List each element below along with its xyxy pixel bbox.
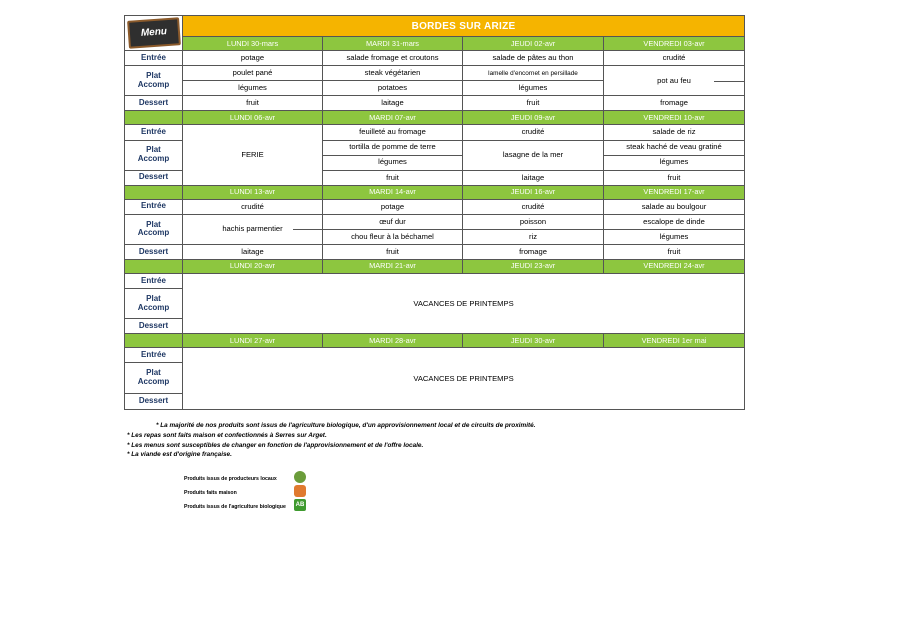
menu-cell: riz [463, 229, 604, 244]
week-corner [125, 111, 183, 125]
menu-cell: steak haché de veau gratiné [604, 140, 745, 155]
menu-cell: fruit [604, 244, 745, 259]
label-plat: Plat [146, 293, 161, 303]
menu-cell: légumes [323, 155, 463, 170]
menu-cell: laitage [183, 244, 323, 259]
menu-cell-merged [604, 66, 745, 96]
day-header: JEUDI 16-avr [463, 185, 604, 199]
row-label-plat-accomp [125, 363, 183, 393]
menu-cell: fruit [183, 96, 323, 111]
row-label-plat-accomp [125, 214, 183, 244]
menu-cell: crudité [604, 51, 745, 66]
menu-cell-text: pot au feu [657, 75, 691, 85]
partial-divider [714, 81, 744, 82]
footnote: * La viande est d'origine française. [127, 451, 232, 459]
label-plat: Plat [146, 70, 161, 80]
menu-cell: poulet pané [183, 66, 323, 81]
row-label-dessert: Dessert [125, 393, 183, 409]
label-accomp: Accomp [137, 79, 170, 89]
organic-ab-icon: AB [294, 499, 306, 511]
menu-table [124, 15, 745, 410]
day-header: LUNDI 06-avr [183, 111, 323, 125]
menu-cell: laitage [463, 170, 604, 185]
menu-cell-merged [183, 214, 323, 244]
legend-item [184, 476, 277, 482]
menu-chalkboard-icon: Menu [127, 17, 181, 49]
menu-cell: potage [183, 51, 323, 66]
day-header: VENDREDI 24-avr [604, 260, 745, 274]
menu-cell: crudité [183, 199, 323, 214]
day-header: LUNDI 20-avr [183, 260, 323, 274]
menu-cell: potatoes [323, 81, 463, 96]
menu-cell: escalope de dinde [604, 214, 745, 229]
menu-cell: légumes [463, 81, 604, 96]
partial-divider [293, 229, 322, 230]
day-header: VENDREDI 03-avr [604, 37, 745, 51]
row-label-plat-accomp [125, 289, 183, 319]
menu-cell-text: hachis parmentier [222, 224, 283, 234]
row-label-entree: Entrée [125, 199, 183, 214]
week-header [125, 260, 745, 274]
row-label-dessert: Dessert [125, 170, 183, 185]
day-header: JEUDI 23-avr [463, 260, 604, 274]
menu-logo [125, 16, 183, 51]
week-header [125, 111, 745, 125]
day-header: JEUDI 09-avr [463, 111, 604, 125]
menu-cell: fruit [323, 244, 463, 259]
label-accomp: Accomp [137, 302, 170, 312]
menu-cell: œuf dur [323, 214, 463, 229]
menu-cell: légumes [183, 81, 323, 96]
local-producer-icon [294, 471, 306, 483]
day-header: VENDREDI 1er mai [604, 334, 745, 348]
menu-cell: potage [323, 199, 463, 214]
day-header: VENDREDI 17-avr [604, 185, 745, 199]
menu-cell: steak végétarien [323, 66, 463, 81]
menu-cell: lamelle d'encornet en persillade [463, 66, 604, 81]
menu-cell: chou fleur à la béchamel [323, 229, 463, 244]
label-accomp: Accomp [137, 228, 170, 238]
footnote: * La majorité de nos produits sont issus de l'agriculture biologique, d'un approvisionnement local et de circuits de proximité. [156, 422, 536, 429]
day-header: JEUDI 02-avr [463, 37, 604, 51]
menu-cell: fromage [604, 96, 745, 111]
page-title: BORDES SUR ARIZE [183, 16, 745, 37]
holiday-cell: FERIE [183, 125, 323, 185]
week-header [125, 37, 745, 51]
legend-label: Produits issus de l'agriculture biologique [184, 504, 286, 510]
row-label-entree: Entrée [125, 125, 183, 140]
vacation-cell: VACANCES DE PRINTEMPS [183, 274, 745, 334]
row-label-plat-accomp [125, 66, 183, 96]
legend-item [184, 490, 237, 496]
label-plat: Plat [146, 368, 161, 378]
menu-cell: fromage [463, 244, 604, 259]
day-header: MARDI 21-avr [323, 260, 463, 274]
menu-cell: fruit [323, 170, 463, 185]
week-header [125, 185, 745, 199]
week-corner [125, 334, 183, 348]
row-label-entree: Entrée [125, 274, 183, 289]
menu-cell: salade au boulgour [604, 199, 745, 214]
row-label-dessert: Dessert [125, 319, 183, 334]
footnote: * Les repas sont faits maison et confectionnés à Serres sur Arget. [127, 431, 327, 439]
vacation-cell: VACANCES DE PRINTEMPS [183, 348, 745, 410]
footnotes [127, 421, 535, 460]
menu-cell: tortilla de pomme de terre [323, 140, 463, 155]
menu-cell: crudité [463, 125, 604, 140]
menu-cell: fruit [463, 96, 604, 111]
menu-cell: salade fromage et croutons [323, 51, 463, 66]
row-label-dessert: Dessert [125, 96, 183, 111]
menu-cell: légumes [604, 155, 745, 170]
legend-item [184, 504, 286, 510]
day-header: MARDI 07-avr [323, 111, 463, 125]
row-label-entree: Entrée [125, 51, 183, 66]
day-header: LUNDI 30-mars [183, 37, 323, 51]
menu-cell: légumes [604, 229, 745, 244]
week-header [125, 334, 745, 348]
row-label-dessert: Dessert [125, 244, 183, 259]
menu-cell: crudité [463, 199, 604, 214]
menu-cell: salade de pâtes au thon [463, 51, 604, 66]
day-header: LUNDI 27-avr [183, 334, 323, 348]
day-header: JEUDI 30-avr [463, 334, 604, 348]
label-plat: Plat [146, 145, 161, 155]
day-header: LUNDI 13-avr [183, 185, 323, 199]
menu-cell: laitage [323, 96, 463, 111]
day-header: MARDI 31-mars [323, 37, 463, 51]
label-plat: Plat [146, 219, 161, 229]
row-label-plat-accomp [125, 140, 183, 170]
label-accomp: Accomp [137, 377, 170, 387]
week-corner [125, 185, 183, 199]
menu-cell: poisson [463, 214, 604, 229]
day-header: MARDI 28-avr [323, 334, 463, 348]
row-label-entree: Entrée [125, 348, 183, 363]
menu-cell: feuilleté au fromage [323, 125, 463, 140]
day-header: VENDREDI 10-avr [604, 111, 745, 125]
day-header: MARDI 14-avr [323, 185, 463, 199]
menu-cell-merged: lasagne de la mer [463, 140, 604, 170]
homemade-icon [294, 485, 306, 497]
menu-cell: fruit [604, 170, 745, 185]
week-corner [125, 260, 183, 274]
legend-label: Produits issus de producteurs locaux [184, 476, 277, 482]
menu-cell: salade de riz [604, 125, 745, 140]
label-accomp: Accomp [137, 154, 170, 164]
footnote: * Les menus sont susceptibles de changer en fonction de l'approvisionnement et de l'offre locale. [127, 441, 424, 449]
legend-label: Produits faits maison [184, 490, 237, 496]
